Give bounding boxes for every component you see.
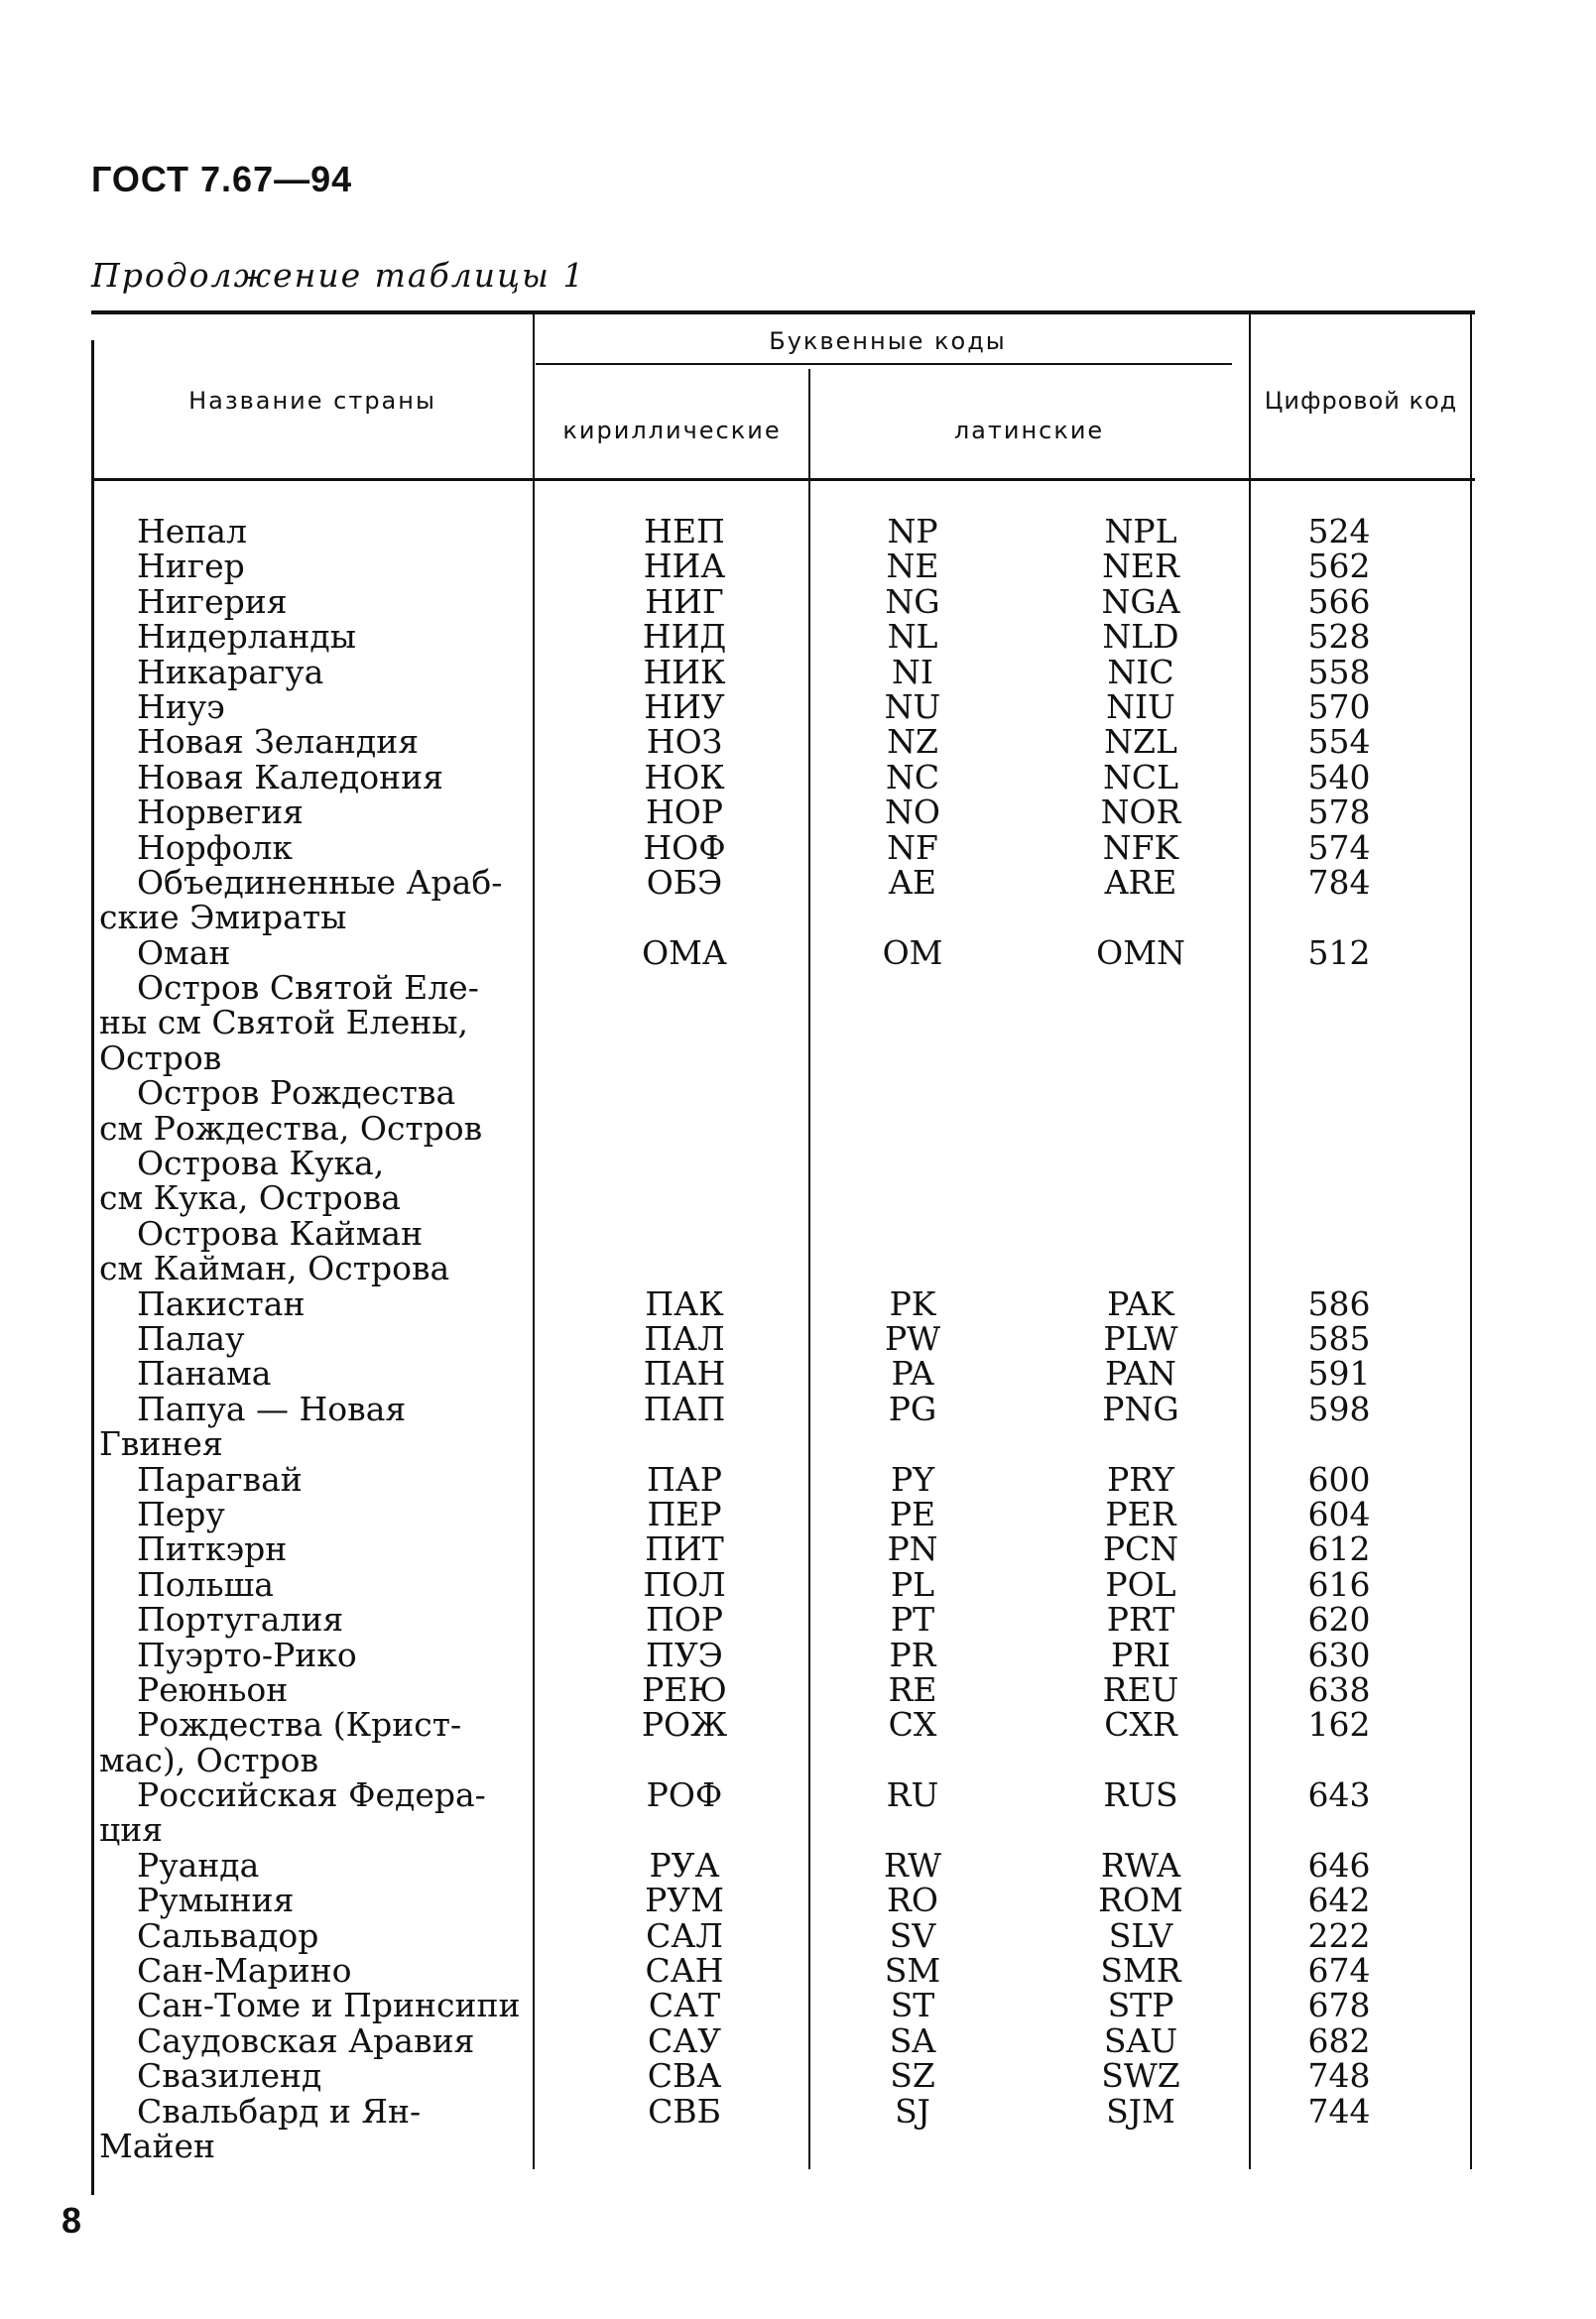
header-letter-codes: Буквенные коды: [769, 327, 1007, 355]
latin-2-code: SM: [884, 1951, 941, 1991]
country-name: Майен: [99, 2126, 215, 2165]
table-row: [0, 932, 1596, 972]
table-row: [0, 1635, 1596, 1674]
latin-3-code: NZL: [1104, 722, 1177, 762]
cyrillic-code: НИУ: [644, 686, 725, 726]
country-name: Норфолк: [137, 827, 294, 867]
cyrillic-code: РУМ: [645, 1881, 724, 1920]
country-name: ны см Святой Елены,: [99, 1003, 468, 1042]
latin-3-code: PLW: [1103, 1318, 1178, 1358]
table-body: [0, 514, 1596, 2163]
country-name: Остров Святой Еле-: [137, 968, 479, 1008]
numeric-code: 600: [1307, 1459, 1371, 1499]
numeric-code: 678: [1307, 1986, 1371, 2025]
latin-2-code: RW: [883, 1845, 942, 1885]
table-row: [0, 968, 1596, 1008]
table-row: [0, 2091, 1596, 2131]
numeric-code: 570: [1307, 686, 1371, 726]
table-row: [0, 1003, 1596, 1042]
cyrillic-code: ПАК: [645, 1283, 724, 1323]
table-row: [0, 1986, 1596, 2025]
country-name: Руанда: [137, 1845, 260, 1885]
latin-3-code: SAU: [1103, 2020, 1178, 2060]
cyrillic-code: НИА: [643, 547, 726, 586]
numeric-code: 562: [1307, 547, 1371, 586]
table-row: [0, 2056, 1596, 2096]
table-row: [0, 1881, 1596, 1920]
latin-3-code: RUS: [1103, 1775, 1178, 1815]
header-bottom-rule: [91, 478, 1475, 481]
latin-3-code: POL: [1105, 1564, 1176, 1604]
cyrillic-code: НЕП: [644, 512, 725, 550]
numeric-code: 646: [1307, 1845, 1371, 1885]
country-name: Саудовская Аравия: [137, 2020, 475, 2060]
latin-2-code: SV: [889, 1915, 936, 1955]
latin-3-code: NPL: [1104, 512, 1177, 550]
latin-2-code: NE: [886, 547, 939, 586]
header-group-rule: [536, 363, 1232, 365]
table-row: [0, 514, 1596, 549]
cyrillic-code: СВА: [647, 2056, 722, 2096]
numeric-code: 744: [1307, 2091, 1371, 2131]
cyrillic-code: РОФ: [646, 1775, 723, 1815]
numeric-code: 620: [1307, 1600, 1371, 1640]
page-number: 8: [61, 2200, 82, 2241]
latin-3-code: NFK: [1102, 827, 1179, 867]
cyrillic-code: НОЗ: [646, 722, 723, 762]
table-row: [0, 1775, 1596, 1815]
numeric-code: 162: [1307, 1705, 1371, 1745]
cyrillic-code: НОФ: [643, 827, 726, 867]
latin-2-code: NI: [892, 652, 933, 691]
cyrillic-code: РЕЮ: [642, 1669, 727, 1709]
cyrillic-code: ПАН: [643, 1354, 726, 1394]
cyrillic-code: ПАР: [647, 1459, 722, 1499]
table-row: [0, 686, 1596, 726]
country-name: Нигер: [137, 547, 245, 586]
table-row: [0, 1459, 1596, 1499]
table-row: [0, 1810, 1596, 1850]
latin-2-code: NL: [887, 617, 938, 657]
country-name: Нидерланды: [137, 617, 356, 657]
latin-2-code: SA: [889, 2020, 936, 2060]
header-latin: латинские: [953, 417, 1105, 444]
country-name: Сан-Марино: [137, 1951, 352, 1991]
numeric-code: 558: [1307, 652, 1371, 691]
header-numeric: Цифровой код: [1264, 387, 1458, 415]
latin-2-code: PE: [889, 1494, 936, 1533]
numeric-code: 524: [1307, 512, 1371, 550]
latin-3-code: NER: [1102, 547, 1179, 586]
table-row: [0, 2020, 1596, 2060]
latin-3-code: NCL: [1102, 757, 1179, 796]
country-name: Питкэрн: [137, 1529, 288, 1569]
latin-2-code: NG: [885, 581, 940, 621]
table-top-rule: [91, 310, 1475, 314]
table-row: [0, 1389, 1596, 1428]
cyrillic-code: СВБ: [648, 2091, 721, 2131]
latin-3-code: PRI: [1110, 1635, 1171, 1674]
country-name: Остров: [99, 1037, 222, 1077]
table-row: [0, 2126, 1596, 2165]
numeric-code: 554: [1307, 722, 1371, 762]
country-name: Новая Каледония: [137, 757, 443, 796]
country-name: Острова Кайман: [137, 1213, 424, 1253]
table-row: [0, 1424, 1596, 1464]
country-name: ские Эмираты: [99, 898, 347, 937]
country-name: Палау: [137, 1318, 245, 1358]
latin-3-code: NOR: [1100, 793, 1181, 832]
table-row: [0, 547, 1596, 586]
latin-2-code: PY: [891, 1459, 934, 1499]
latin-3-code: NIU: [1106, 686, 1175, 726]
cyrillic-code: РОЖ: [641, 1705, 728, 1745]
cyrillic-code: ПЕР: [647, 1494, 722, 1533]
header-country: Название страны: [188, 387, 436, 415]
latin-3-code: NGA: [1101, 581, 1180, 621]
latin-2-code: PW: [884, 1318, 941, 1358]
latin-2-code: NU: [884, 686, 941, 726]
numeric-code: 612: [1307, 1529, 1371, 1569]
numeric-code: 512: [1307, 932, 1371, 972]
country-name: Польша: [137, 1564, 274, 1604]
table-row: [0, 1283, 1596, 1323]
latin-3-code: PRT: [1106, 1600, 1175, 1640]
country-name: Пакистан: [137, 1283, 306, 1323]
numeric-code: 674: [1307, 1951, 1371, 1991]
country-name: Норвегия: [137, 793, 304, 832]
table-row: [0, 1073, 1596, 1113]
latin-3-code: ROM: [1098, 1881, 1183, 1920]
latin-2-code: NF: [887, 827, 938, 867]
table-row: [0, 1354, 1596, 1394]
country-name: см Кайман, Острова: [99, 1249, 450, 1288]
table-row: [0, 1529, 1596, 1569]
cyrillic-code: САУ: [647, 2020, 722, 2060]
numeric-code: 630: [1307, 1635, 1371, 1674]
header-cyrillic: кириллические: [562, 417, 782, 444]
country-name: Панама: [137, 1354, 272, 1394]
cyrillic-code: САТ: [648, 1986, 721, 2025]
table-row: [0, 1037, 1596, 1077]
table-row: [0, 581, 1596, 621]
table-row: [0, 757, 1596, 796]
latin-2-code: RE: [888, 1669, 937, 1709]
cyrillic-code: НИК: [643, 652, 726, 691]
table-row: [0, 1669, 1596, 1709]
table-row: [0, 652, 1596, 691]
cyrillic-code: ПИТ: [645, 1529, 724, 1569]
country-name: Сан-Томе и Принсипи: [137, 1986, 521, 2025]
latin-2-code: NO: [885, 793, 940, 832]
latin-3-code: PAK: [1107, 1283, 1174, 1323]
latin-2-code: ST: [890, 1986, 935, 2025]
numeric-code: 578: [1307, 793, 1371, 832]
country-name: мас), Остров: [99, 1740, 319, 1779]
latin-3-code: REU: [1102, 1669, 1179, 1709]
cyrillic-code: ОМА: [642, 932, 727, 972]
latin-2-code: OM: [882, 932, 943, 972]
cyrillic-code: ПУЭ: [646, 1635, 723, 1674]
table-row: [0, 1249, 1596, 1288]
country-name: Российская Федера-: [137, 1775, 486, 1815]
latin-3-code: NLD: [1102, 617, 1179, 657]
country-name: Румыния: [137, 1881, 295, 1920]
latin-3-code: PAN: [1105, 1354, 1176, 1394]
numeric-code: 682: [1307, 2020, 1371, 2060]
table-row: [0, 862, 1596, 902]
country-name: Рождества (Крист-: [137, 1705, 462, 1745]
country-name: Непал: [137, 512, 247, 550]
country-name: Перу: [137, 1494, 225, 1533]
country-name: Гвинея: [99, 1424, 223, 1464]
latin-2-code: NC: [885, 757, 940, 796]
cyrillic-code: ПАЛ: [644, 1318, 725, 1358]
numeric-code: 574: [1307, 827, 1371, 867]
country-name: Сальвадор: [137, 1915, 319, 1955]
cyrillic-code: ОБЭ: [646, 862, 723, 902]
country-name: Острова Кука,: [137, 1144, 385, 1183]
numeric-code: 616: [1307, 1564, 1371, 1604]
table-row: [0, 617, 1596, 657]
latin-3-code: OMN: [1096, 932, 1185, 972]
latin-3-code: RWA: [1100, 1845, 1181, 1885]
table-caption: Продолжение таблицы 1: [91, 256, 586, 295]
table-row: [0, 1845, 1596, 1885]
latin-2-code: RO: [887, 1881, 938, 1920]
latin-2-code: RU: [886, 1775, 939, 1815]
table-row: [0, 1144, 1596, 1183]
cyrillic-code: НИД: [642, 617, 727, 657]
numeric-code: 604: [1307, 1494, 1371, 1533]
latin-2-code: PG: [888, 1389, 937, 1428]
table-row: [0, 1915, 1596, 1955]
table-row: [0, 1213, 1596, 1253]
latin-3-code: PRY: [1107, 1459, 1174, 1499]
country-name: см Кука, Острова: [99, 1178, 401, 1218]
latin-2-code: AE: [889, 862, 936, 902]
table-row: [0, 1178, 1596, 1218]
table-row: [0, 1600, 1596, 1640]
country-name: Парагвай: [137, 1459, 303, 1499]
latin-2-code: SJ: [895, 2091, 930, 2131]
cyrillic-code: САН: [645, 1951, 724, 1991]
numeric-code: 528: [1307, 617, 1371, 657]
latin-3-code: SJM: [1106, 2091, 1175, 2131]
country-name: Новая Зеландия: [137, 722, 420, 762]
latin-3-code: SLV: [1108, 1915, 1173, 1955]
numeric-code: 643: [1307, 1775, 1371, 1815]
country-name: Объединенные Араб-: [137, 862, 503, 902]
latin-2-code: SZ: [890, 2056, 935, 2096]
country-name: Остров Рождества: [137, 1073, 456, 1113]
document-code: ГОСТ 7.67—94: [91, 159, 353, 199]
country-name: Оман: [137, 932, 231, 972]
country-name: Португалия: [137, 1600, 344, 1640]
table-row: [0, 827, 1596, 867]
latin-3-code: PCN: [1102, 1529, 1179, 1569]
latin-2-code: PA: [891, 1354, 934, 1394]
latin-3-code: NIC: [1107, 652, 1174, 691]
country-name: Никарагуа: [137, 652, 324, 691]
country-name: Реюньон: [137, 1669, 289, 1709]
latin-2-code: NP: [887, 512, 938, 550]
latin-2-code: CX: [888, 1705, 937, 1745]
country-name: Нигерия: [137, 581, 288, 621]
numeric-code: 591: [1307, 1354, 1371, 1394]
cyrillic-code: ПОЛ: [643, 1564, 726, 1604]
numeric-code: 748: [1307, 2056, 1371, 2096]
table-row: [0, 898, 1596, 937]
table-row: [0, 722, 1596, 762]
latin-2-code: PT: [890, 1600, 935, 1640]
cyrillic-code: ПОР: [645, 1600, 724, 1640]
latin-2-code: NZ: [887, 722, 938, 762]
latin-3-code: PNG: [1102, 1389, 1179, 1428]
numeric-code: 222: [1307, 1915, 1371, 1955]
cyrillic-code: САЛ: [646, 1915, 723, 1955]
table-row: [0, 1564, 1596, 1604]
latin-3-code: SWZ: [1101, 2056, 1180, 2096]
latin-3-code: ARE: [1104, 862, 1177, 902]
latin-3-code: PER: [1105, 1494, 1176, 1533]
latin-3-code: CXR: [1104, 1705, 1177, 1745]
country-name: Папуа — Новая: [137, 1389, 407, 1428]
table-row: [0, 793, 1596, 832]
table-row: [0, 1494, 1596, 1533]
cyrillic-code: ПАП: [643, 1389, 726, 1428]
table-row: [0, 1740, 1596, 1779]
latin-3-code: STP: [1107, 1986, 1174, 2025]
numeric-code: 566: [1307, 581, 1371, 621]
latin-2-code: PL: [890, 1564, 935, 1604]
table-row: [0, 1951, 1596, 1991]
numeric-code: 540: [1307, 757, 1371, 796]
latin-3-code: SMR: [1100, 1951, 1181, 1991]
numeric-code: 642: [1307, 1881, 1371, 1920]
table-row: [0, 1108, 1596, 1148]
numeric-code: 598: [1307, 1389, 1371, 1428]
table-row: [0, 1318, 1596, 1358]
cyrillic-code: НОР: [645, 793, 724, 832]
cyrillic-code: НИГ: [645, 581, 724, 621]
latin-2-code: PK: [889, 1283, 936, 1323]
latin-2-code: PN: [887, 1529, 938, 1569]
country-name: Свальбард и Ян-: [137, 2091, 422, 2131]
numeric-code: 585: [1307, 1318, 1371, 1358]
latin-2-code: PR: [889, 1635, 936, 1674]
country-name: Ниуэ: [137, 686, 225, 726]
country-name: Пуэрто-Рико: [137, 1635, 357, 1674]
country-name: ция: [99, 1810, 164, 1850]
cyrillic-code: РУА: [649, 1845, 720, 1885]
country-name: см Рождества, Остров: [99, 1108, 483, 1148]
country-name: Свазиленд: [137, 2056, 322, 2096]
numeric-code: 784: [1307, 862, 1371, 902]
numeric-code: 586: [1307, 1283, 1371, 1323]
table-row: [0, 1705, 1596, 1745]
cyrillic-code: НОК: [644, 757, 725, 796]
numeric-code: 638: [1307, 1669, 1371, 1709]
